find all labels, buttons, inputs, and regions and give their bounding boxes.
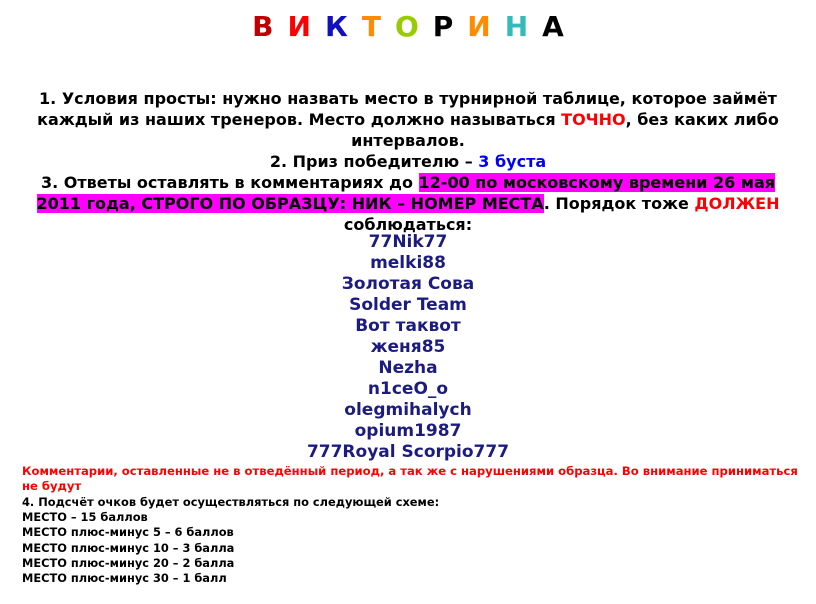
rule-1-text: 1. Условия просты: нужно назвать место в турнирной таблице, которое займёт каждый из наших тренеров. Место должно называться xyxy=(37,89,777,129)
scoring-line: МЕСТО плюс-минус 5 – 6 баллов xyxy=(22,525,234,540)
trainer-nick: Золотая Сова xyxy=(341,274,475,294)
trainer-nick: melki88 xyxy=(370,253,446,273)
page-title xyxy=(0,10,816,44)
rule-3-text-mid: . Порядок тоже xyxy=(543,194,695,213)
trainer-nick: Nezha xyxy=(378,358,438,378)
title-letter-1: В xyxy=(252,10,288,43)
trainer-nick: opium1987 xyxy=(354,421,462,441)
rule-1-text-end: , без каких либо интервалов. xyxy=(351,110,779,150)
title-letter-6: Р xyxy=(432,10,468,43)
trainer-nick: olegmihalych xyxy=(344,400,472,420)
trainer-nick: Вот таквот xyxy=(355,316,461,336)
trainer-nick: женя85 xyxy=(370,337,446,357)
scoring-line: МЕСТО – 15 баллов xyxy=(22,510,148,525)
title-letter-9: А xyxy=(542,10,578,43)
rule-1-emphasis: ТОЧНО xyxy=(561,110,626,129)
trainer-nick: Solder Team xyxy=(349,295,467,315)
rule-2-text: 2. Приз победителю – xyxy=(269,152,479,171)
warning-note: Комментарии, оставленные не в отведённый период, а так же с нарушениями образца. Во внимание приниматься не будут xyxy=(22,464,798,493)
scoring-line: МЕСТО плюс-минус 10 – 3 балла xyxy=(22,540,235,555)
trainer-nick: 77Nik77 xyxy=(368,232,448,252)
trainer-nick: n1ceO_o xyxy=(367,379,449,399)
title-letter-2: И xyxy=(287,10,325,43)
rule-2 xyxy=(22,151,794,172)
trainer-list xyxy=(0,232,816,463)
title-letter-7: И xyxy=(467,10,505,43)
title-letter-4: Т xyxy=(361,10,395,43)
prize-value: 3 буста xyxy=(478,152,547,171)
rule-3-text-end: соблюдаться: xyxy=(343,215,473,234)
rule-3 xyxy=(22,172,794,235)
rule-1 xyxy=(22,88,794,151)
trainer-nick: 777Royal Scorpio777 xyxy=(306,442,510,462)
scoring-intro: 4. Подсчёт очков будет осуществляться по следующей схеме: xyxy=(22,495,440,509)
rule-3-emphasis: ДОЛЖЕН xyxy=(694,194,780,213)
scoring-line: МЕСТО плюс-минус 20 – 2 балла xyxy=(22,555,235,570)
scoring-scheme xyxy=(22,495,802,586)
title-letter-5: О xyxy=(394,10,433,43)
scoring-line: МЕСТО плюс-минус 30 – 1 балл xyxy=(22,571,227,586)
deadline-highlight: 12-00 по московскому времени 26 мая 2011 года, СТРОГО ПО ОБРАЗЦУ: НИК – НОМЕР МЕСТА xyxy=(36,173,776,213)
rule-3-text: 3. Ответы оставлять в комментариях до xyxy=(40,173,419,192)
rules-block xyxy=(22,88,794,235)
title-letter-3: К xyxy=(324,10,362,43)
title-letter-8: Н xyxy=(504,10,543,43)
